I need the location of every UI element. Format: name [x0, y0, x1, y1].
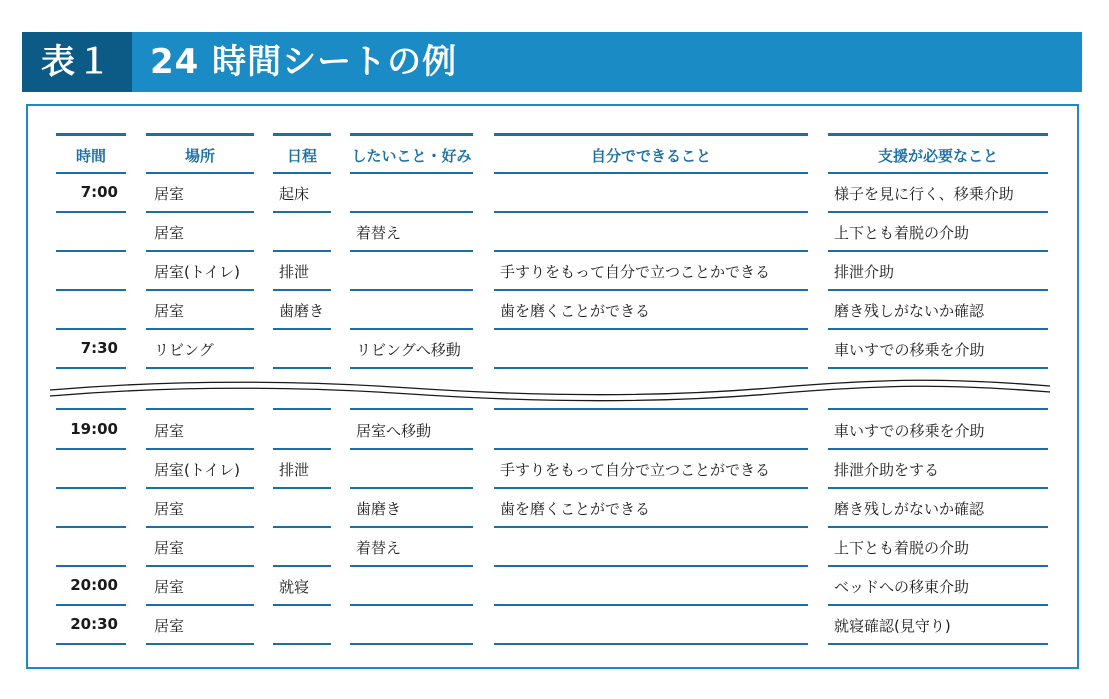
row-rule	[146, 604, 254, 606]
row-rule	[146, 448, 254, 450]
row-rule	[350, 604, 473, 606]
cell-schedule: 歯磨き	[279, 302, 325, 320]
row-rule	[56, 448, 126, 450]
cell-place: 居室(トイレ)	[154, 461, 240, 479]
cell-support: 様子を見に行く、移乗介助	[834, 185, 1014, 203]
row-rule	[828, 211, 1048, 213]
cell-time: 7:00	[80, 183, 118, 201]
column-header-wish: したいこと・好み	[351, 147, 472, 165]
cell-support: ベッドへの移東介助	[834, 578, 970, 596]
row-rule	[56, 643, 126, 645]
cell-support: 上下とも着脱の介助	[834, 539, 970, 557]
row-rule	[273, 211, 331, 213]
row-rule	[494, 367, 808, 369]
column-header-support: 支援が必要なこと	[877, 147, 998, 165]
table-number-label: 表１	[22, 32, 132, 92]
row-rule	[273, 448, 331, 450]
row-rule	[828, 328, 1048, 330]
row-rule	[828, 643, 1048, 645]
title-banner	[22, 32, 1082, 92]
header-bottom-rule	[350, 172, 473, 174]
row-rule	[146, 328, 254, 330]
cell-place: リビング	[154, 341, 214, 359]
row-rule	[494, 526, 808, 528]
cell-wish: 歯磨き	[356, 500, 402, 518]
section-top-rule	[273, 408, 331, 410]
row-rule	[56, 604, 126, 606]
row-rule	[494, 565, 808, 567]
row-rule	[273, 250, 331, 252]
row-rule	[56, 328, 126, 330]
cell-support: 排泄介助	[834, 263, 895, 281]
cell-place: 居室	[154, 302, 185, 320]
page-title: 24 時間シートの例	[150, 42, 458, 82]
row-rule	[273, 643, 331, 645]
cell-support: 車いすでの移乗を介助	[834, 422, 985, 440]
cell-time: 20:30	[70, 615, 118, 633]
cell-place: 居室	[154, 578, 185, 596]
row-rule	[56, 487, 126, 489]
row-rule	[146, 565, 254, 567]
header-top-rule	[350, 133, 473, 136]
row-rule	[828, 448, 1048, 450]
cell-place: 居室	[154, 224, 185, 242]
column-header-place: 場所	[184, 147, 215, 165]
header-top-rule	[273, 133, 331, 136]
row-rule	[146, 250, 254, 252]
section-top-rule	[828, 408, 1048, 410]
cell-wish: 着替え	[356, 539, 402, 557]
row-rule	[56, 565, 126, 567]
cell-time: 20:00	[70, 576, 118, 594]
cell-wish: 着替え	[356, 224, 402, 242]
row-rule	[494, 643, 808, 645]
row-rule	[273, 289, 331, 291]
row-rule	[494, 604, 808, 606]
cell-support: 上下とも着脱の介助	[834, 224, 970, 242]
row-rule	[494, 328, 808, 330]
cell-support: 就寝確認(見守り)	[834, 617, 951, 635]
cell-can-do: 手すりをもって自分で立つことかできる	[500, 263, 771, 281]
row-rule	[273, 487, 331, 489]
cell-support: 排泄介助をする	[834, 461, 940, 479]
row-rule	[56, 289, 126, 291]
cell-place: 居室	[154, 422, 185, 440]
row-rule	[350, 643, 473, 645]
header-top-rule	[146, 133, 254, 136]
row-rule	[146, 289, 254, 291]
cell-support: 磨き残しがないか確認	[834, 302, 985, 320]
row-rule	[56, 367, 126, 369]
section-top-rule	[494, 408, 808, 410]
row-rule	[350, 487, 473, 489]
row-rule	[494, 211, 808, 213]
row-rule	[828, 289, 1048, 291]
cell-wish: 居室へ移動	[356, 422, 432, 440]
row-rule	[350, 526, 473, 528]
row-rule	[494, 448, 808, 450]
column-header-time: 時間	[75, 147, 106, 165]
row-rule	[56, 526, 126, 528]
header-top-rule	[56, 133, 126, 136]
row-rule	[828, 604, 1048, 606]
section-break-wave	[50, 374, 1050, 404]
header-bottom-rule	[494, 172, 808, 174]
row-rule	[56, 250, 126, 252]
cell-schedule: 起床	[279, 185, 310, 203]
row-rule	[828, 487, 1048, 489]
row-rule	[828, 526, 1048, 528]
cell-place: 居室	[154, 185, 185, 203]
row-rule	[350, 328, 473, 330]
section-top-rule	[56, 408, 126, 410]
row-rule	[350, 565, 473, 567]
row-rule	[273, 565, 331, 567]
row-rule	[273, 604, 331, 606]
header-bottom-rule	[828, 172, 1048, 174]
cell-place: 居室	[154, 539, 185, 557]
header-top-rule	[494, 133, 808, 136]
header-bottom-rule	[56, 172, 126, 174]
row-rule	[350, 250, 473, 252]
row-rule	[494, 289, 808, 291]
cell-schedule: 排泄	[279, 263, 310, 281]
header-top-rule	[828, 133, 1048, 136]
row-rule	[494, 250, 808, 252]
cell-place: 居室	[154, 500, 185, 518]
row-rule	[350, 289, 473, 291]
row-rule	[146, 367, 254, 369]
row-rule	[146, 487, 254, 489]
column-header-schedule: 日程	[286, 147, 317, 165]
row-rule	[828, 250, 1048, 252]
header-bottom-rule	[273, 172, 331, 174]
row-rule	[273, 526, 331, 528]
cell-place: 居室	[154, 617, 185, 635]
cell-can-do: 手すりをもって自分で立つことができる	[500, 461, 771, 479]
cell-wish: リビングへ移動	[356, 341, 461, 359]
cell-schedule: 就寝	[279, 578, 310, 596]
cell-place: 居室(トイレ)	[154, 263, 240, 281]
row-rule	[350, 448, 473, 450]
row-rule	[56, 211, 126, 213]
row-rule	[146, 526, 254, 528]
cell-time: 7:30	[80, 339, 118, 357]
row-rule	[273, 328, 331, 330]
cell-can-do: 歯を磨くことができる	[500, 302, 651, 320]
row-rule	[828, 565, 1048, 567]
row-rule	[146, 643, 254, 645]
column-header-can-do: 自分でできること	[590, 147, 711, 165]
cell-schedule: 排泄	[279, 461, 310, 479]
cell-time: 19:00	[70, 420, 118, 438]
section-top-rule	[350, 408, 473, 410]
cell-support: 車いすでの移乗を介助	[834, 341, 985, 359]
cell-can-do: 歯を磨くことができる	[500, 500, 651, 518]
row-rule	[350, 211, 473, 213]
cell-support: 磨き残しがないか確認	[834, 500, 985, 518]
row-rule	[494, 487, 808, 489]
row-rule	[146, 211, 254, 213]
row-rule	[273, 367, 331, 369]
header-bottom-rule	[146, 172, 254, 174]
row-rule	[350, 367, 473, 369]
row-rule	[828, 367, 1048, 369]
section-top-rule	[146, 408, 254, 410]
